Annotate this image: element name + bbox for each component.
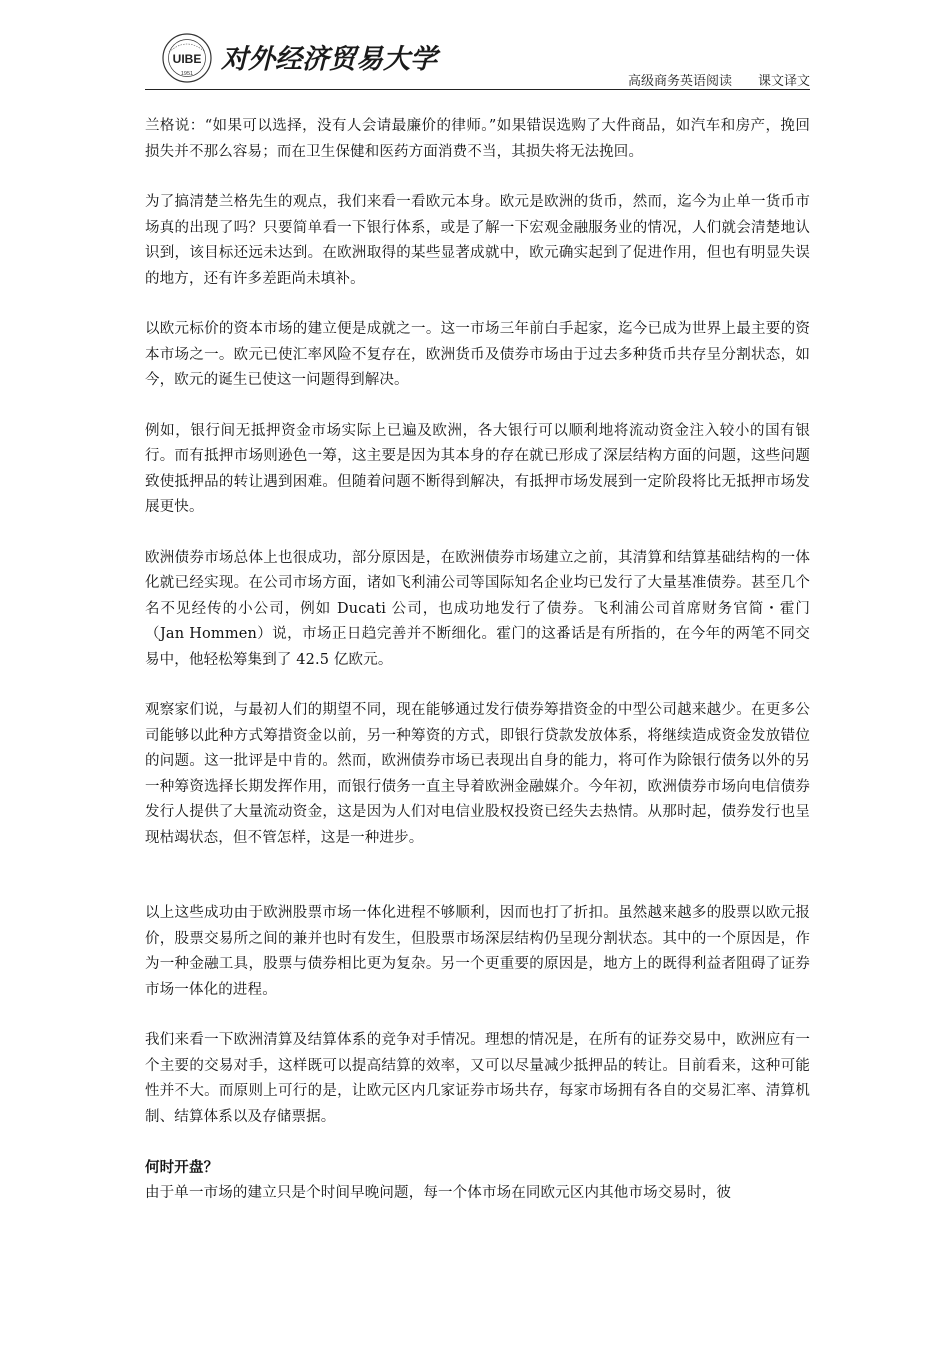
university-name-calligraphy (221, 38, 437, 78)
university-name: 对外经济贸易大学 (221, 44, 437, 75)
seal-abbr: UIBE (172, 52, 202, 66)
paragraph-5: 欧洲债券市场总体上也很成功，部分原因是，在欧洲债券市场建立之前，其清算和结算基础结构的一体化就已经实现。在公司市场方面，诸如飞利浦公司等国际知名企业均已发行了大量基准债券。甚至几个名不见经传的小公司，例如 Ducati 公司，也成功地发行了债券。飞利浦公司首席财务官简・霍门（Jan Hommen）说，市场正日趋完善并不断细化。霍门的这番话是有所指的，在今年的两笔不同交易中，他轻松筹集到了 42.5 亿欧元。 (145, 549, 810, 668)
header-meta (628, 70, 810, 89)
course-title: 高级商务英语阅读 (627, 74, 732, 89)
paragraph-1: 兰格说：“如果可以选择，没有人会请最廉价的律师。”如果错误选购了大件商品，如汽车和房产，挽回损失并不那么容易；而在卫生保健和医药方面消费不当，其损失将无法挽回。 (145, 118, 810, 160)
header-divider (145, 89, 810, 90)
paragraph-4: 例如，银行间无抵押资金市场实际上已遍及欧洲，各大银行可以顺利地将流动资金注入较小的国有银行。而有抵押市场则逊色一筹，这主要是因为其本身的存在就已形成了深层结构方面的问题，这些问题致使抵押品的转让遇到困难。但随着问题不断得到解决，有抵押市场发展到一定阶段将比无抵押市场发展更快。 (145, 422, 810, 515)
seal-year: 1951 (180, 71, 194, 77)
section-heading: 何时开盘？ (145, 1159, 219, 1176)
page-header (145, 30, 810, 90)
paragraph-3: 以欧元标价的资本市场的建立便是成就之一。这一市场三年前白手起家，迄今已成为世界上最主要的资本市场之一。欧元已使汇率风险不复存在，欧洲货币及债券市场由于过去多种货币共存呈分割状态，如今，欧元的诞生已使这一问题得到解决。 (145, 321, 810, 388)
paragraph-7: 以上这些成功由于欧洲股票市场一体化进程不够顺利，因而也打了折扣。虽然越来越多的股票以欧元报价，股票交易所之间的兼并也时有发生，但股票市场深层结构仍呈现分割状态。其中的一个原因是，作为一种金融工具，股票与债券相比更为复杂。另一个更重要的原因是，地方上的既得利益者阻碍了证券市场一体化的进程。 (145, 905, 810, 998)
paragraph-6: 观察家们说，与最初人们的期望不同，现在能够通过发行债券筹措资金的中型公司越来越少。在更多公司能够以此种方式筹措资金以前，另一种筹资的方式，即银行贷款发放体系，将继续造成资金发放错位的问题。这一批评是中肯的。然而，欧洲债券市场已表现出自身的能力，将可作为除银行债务以外的另一种筹资选择长期发挥作用，而银行债务一直主导着欧洲金融媒介。今年初，欧洲债券市场向电信债券发行人提供了大量流动资金，这是因为人们对电信业股权投资已经失去热情。从那时起，债券发行也呈现枯竭状态，但不管怎样，这是一种进步。 (145, 702, 810, 846)
paragraph-2: 为了搞清楚兰格先生的观点，我们来看一看欧元本身。欧元是欧洲的货币，然而，迄今为止单一货币市场真的出现了吗？只要简单看一下银行体系，或是了解一下宏观金融服务业的情况，人们就会清楚地认识到，该目标还远未达到。在欧洲取得的某些显著成就中，欧元确实起到了促进作用，但也有明显失误的地方，还有许多差距尚未填补。 (145, 194, 810, 287)
article-body (145, 114, 810, 1231)
uibe-seal-icon (161, 32, 213, 84)
paragraph-8: 我们来看一下欧洲清算及结算体系的竞争对手情况。理想的情况是，在所有的证券交易中，欧洲应有一个主要的交易对手，这样既可以提高结算的效率，又可以尽量减少抵押品的转让。目前看来，这种可能性并不大。而原则上可行的是，让欧元区内几家证券市场共存，每家市场拥有各自的交易汇率、清算机制、结算体系以及存储票据。 (145, 1032, 810, 1125)
section-title: 课文译文 (757, 74, 810, 89)
university-logo (161, 32, 437, 84)
paragraph-9: 由于单一市场的建立只是个时间早晚问题，每一个体市场在同欧元区内其他市场交易时，彼 (145, 1184, 731, 1201)
